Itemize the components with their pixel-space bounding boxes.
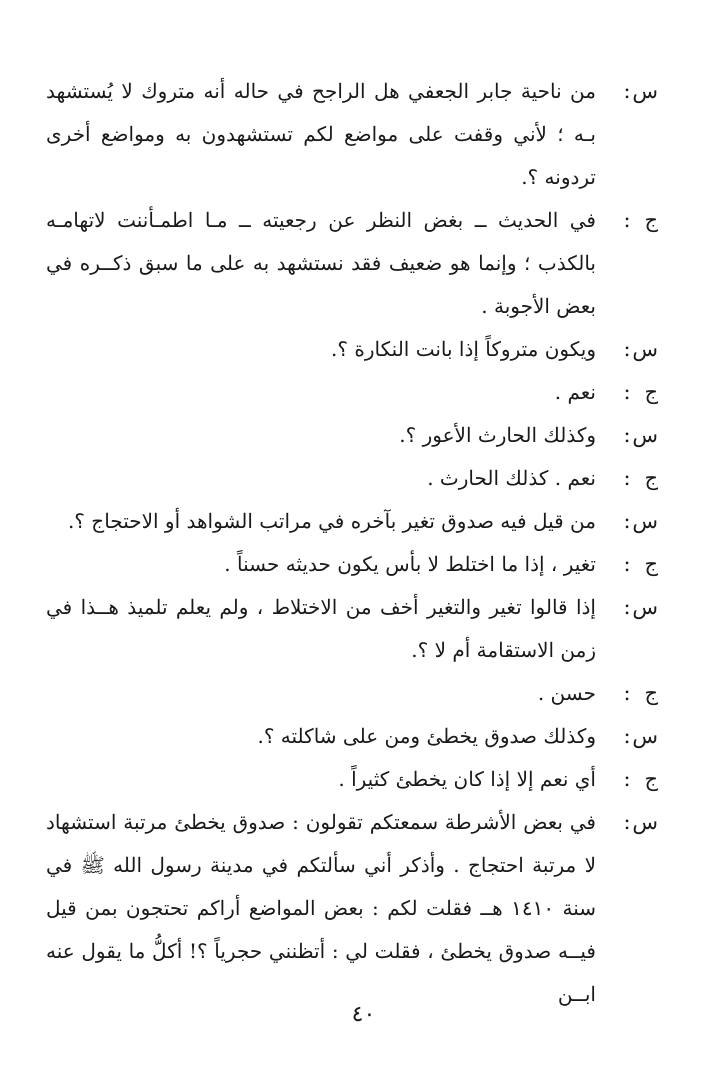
qa-entry-answer <box>46 371 658 414</box>
answer-text: نعم . كذلك الحارث . <box>427 466 596 490</box>
question-text: من ناحية جابر الجعفي هل الراجح في حاله أنه متروك لا يُستشهد بـه ؛ لأني وقفت على مواضع لكم تستشهدون به ومواضع أخرى تردونه ؟. <box>46 79 596 189</box>
question-marker: س : <box>623 79 658 103</box>
question-marker: س : <box>623 423 658 447</box>
question-text: إذا قالوا تغير والتغير أخف من الاختلاط ، ولم يعلم تلميذ هــذا في زمن الاستقامة أم لا ؟. <box>46 595 596 662</box>
answer-text: تغير ، إذا ما اختلط لا بأس يكون حديثه حسناً . <box>224 552 596 576</box>
qa-entry-question <box>46 586 658 672</box>
question-marker: س : <box>623 337 658 361</box>
answer-marker: ج : <box>623 767 658 791</box>
qa-entry-question <box>46 715 658 758</box>
question-text: وكذلك صدوق يخطئ ومن على شاكلته ؟. <box>257 724 596 748</box>
question-marker: س : <box>623 509 658 533</box>
qa-entry-answer <box>46 457 658 500</box>
question-text: ويكون متروكاً إذا بانت النكارة ؟. <box>331 337 596 361</box>
question-marker: س : <box>623 810 658 834</box>
question-text: في بعض الأشرطة سمعتكم تقولون : صدوق يخطئ مرتبة استشهاد لا مرتبة احتجاج . وأذكر أني سألتكم في مدينة رسول الله ﷺ في سنة ١٤١٠ هــ فقلت لكم : بعض المواضع أراكم تحتجون بمن قيل فيــه صدوق يخطئ ، فقلت لي : أتظنني حجرياً ؟! أكلُّ ما يقول عنه ابــن <box>46 810 596 1006</box>
answer-text: أي نعم إلا إذا كان يخطئ كثيراً . <box>338 767 596 791</box>
answer-marker: ج : <box>623 466 658 490</box>
answer-marker: ج : <box>623 552 658 576</box>
page-number: ٤٠ <box>351 1002 376 1027</box>
answer-marker: ج : <box>623 380 658 404</box>
answer-text: في الحديث ــ بغض النظر عن رجعيته ــ مـا اطمـأننت لاتهامـه بالكذب ؛ وإنما هو ضعيف فقد نستشهد به على ما سبق ذكــره في بعض الأجوبة . <box>46 208 596 318</box>
qa-entry-answer <box>46 199 658 328</box>
qa-entry-question <box>46 70 658 199</box>
question-marker: س : <box>623 724 658 748</box>
qa-entry-question <box>46 328 658 371</box>
qa-entry-question <box>46 500 658 543</box>
question-marker: س : <box>623 595 658 619</box>
qa-entry-question <box>46 414 658 457</box>
question-text: من قيل فيه صدوق تغير بآخره في مراتب الشواهد أو الاحتجاج ؟. <box>67 509 596 533</box>
qa-entry-question <box>46 801 658 1016</box>
qa-entry-answer <box>46 543 658 586</box>
qa-entry-answer <box>46 758 658 801</box>
answer-text: حسن . <box>537 681 596 705</box>
answer-marker: ج : <box>623 208 658 232</box>
answer-marker: ج : <box>623 681 658 705</box>
question-text: وكذلك الحارث الأعور ؟. <box>399 423 596 447</box>
qa-entry-answer <box>46 672 658 715</box>
page-body <box>46 70 658 1016</box>
answer-text: نعم . <box>554 380 596 404</box>
